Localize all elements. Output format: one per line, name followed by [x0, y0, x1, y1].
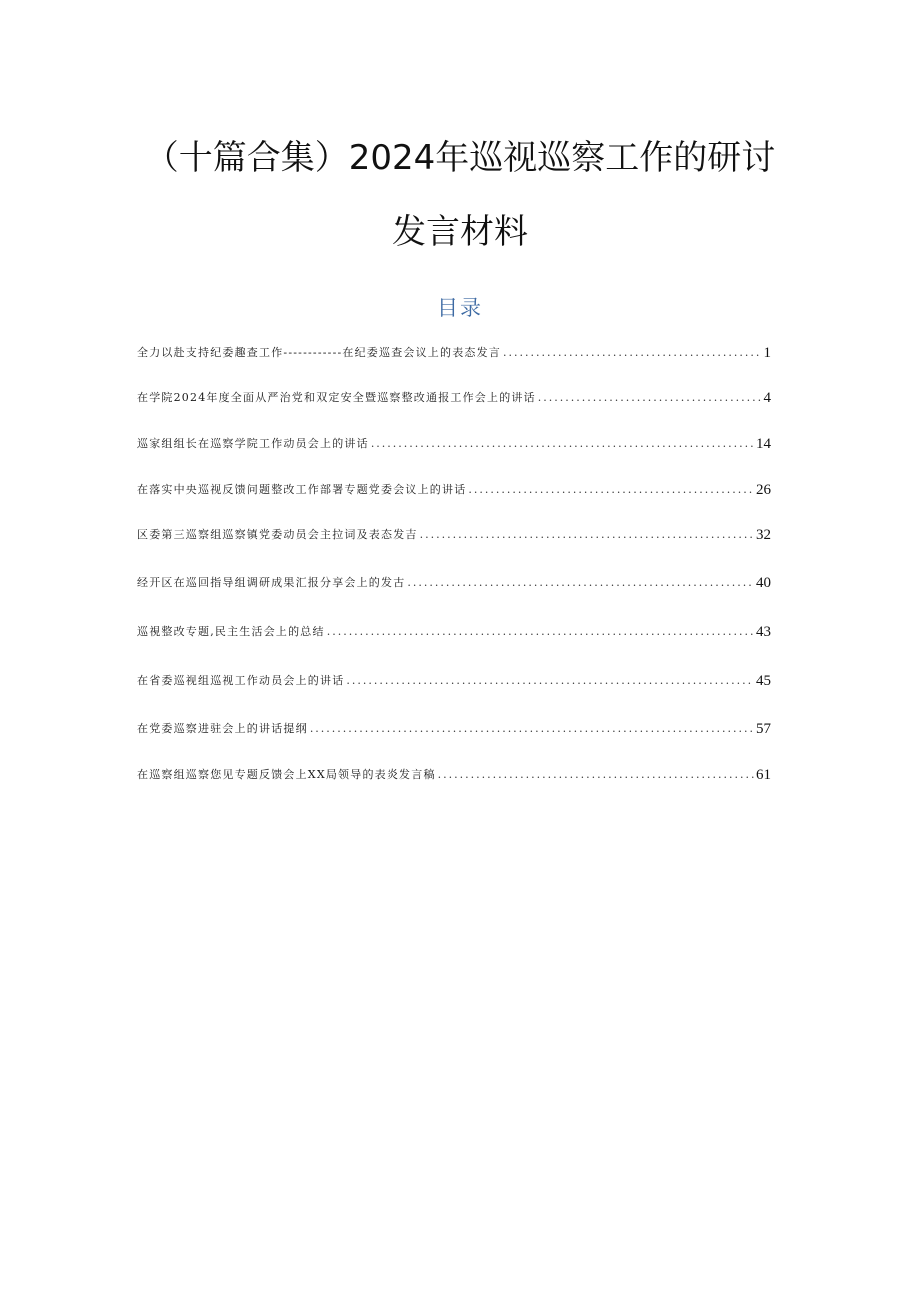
toc-leader-dots — [538, 387, 762, 409]
toc-entry[interactable] — [137, 524, 771, 546]
toc-entry-title: 巡視整改专题,民主生活会上的总结 — [137, 625, 325, 638]
toc-entry-title: 经开区在巡回指导组调研成果汇报分享会上的发古 — [137, 576, 406, 589]
toc-entry[interactable] — [137, 433, 771, 455]
toc-heading: 目录 — [437, 296, 483, 320]
toc-entry[interactable] — [137, 670, 771, 692]
toc-entry[interactable] — [137, 479, 771, 501]
toc-leader-dots — [420, 524, 754, 546]
toc-entry-title: 在省委巡视组巡视工作动员会上的讲话 — [137, 674, 345, 687]
toc-entry-title: 在党委巡察进驻会上的讲话提纲 — [137, 722, 308, 735]
toc-leader-dots — [327, 621, 754, 643]
toc-entry[interactable] — [137, 387, 771, 409]
document-title-line-2: 发言材料 — [392, 212, 528, 252]
toc-entry-title: 在巡察组巡察您见专题反馈会上XX局领导的表炎发言稿 — [137, 768, 436, 781]
toc-entry-page: 14 — [756, 436, 771, 452]
toc-entry-page: 4 — [763, 390, 771, 406]
toc-entry-page: 57 — [756, 721, 771, 737]
toc-leader-dots — [503, 342, 762, 364]
toc-entry-title: 巡家组组长在巡察学院工作动员会上的讲话 — [137, 437, 369, 450]
toc-entry[interactable] — [137, 718, 771, 740]
toc-leader-dots — [371, 433, 754, 455]
toc-entry-page: 26 — [756, 482, 771, 498]
toc-entry-page: 45 — [756, 673, 771, 689]
document-title-line-1: （十篇合集）2024年巡视巡察工作的研讨 — [144, 138, 776, 178]
toc-entry-title: 在学院2024年度全面从严治党和双定安全暨巡察整改通报工作会上的讲话 — [137, 391, 536, 404]
toc-leader-dots — [407, 572, 754, 594]
toc-entry-title: 在落实中央巡视反馈问题整改工作部署专题党委会议上的讲话 — [137, 483, 467, 496]
toc-entry-title: 区委第三巡察组巡察镇党委动员会主拉词及表态发吉 — [137, 528, 418, 541]
toc-leader-dots — [438, 764, 754, 786]
toc-entry-page: 1 — [763, 345, 771, 361]
toc-entry[interactable] — [137, 764, 771, 786]
toc-entry[interactable] — [137, 572, 771, 594]
toc-leader-dots — [346, 670, 754, 692]
toc-entry-page: 32 — [756, 527, 771, 543]
toc-entry[interactable] — [137, 621, 771, 643]
toc-leader-dots — [468, 479, 754, 501]
toc-entry-page: 61 — [756, 767, 771, 783]
toc-entry-title: 全力以赴支持纪委趣查工作------------在纪委巡查会议上的表态发言 — [137, 346, 501, 359]
toc-entry-page: 43 — [756, 624, 771, 640]
toc-leader-dots — [310, 718, 754, 740]
toc-entry[interactable] — [137, 342, 771, 364]
toc-entry-page: 40 — [756, 575, 771, 591]
